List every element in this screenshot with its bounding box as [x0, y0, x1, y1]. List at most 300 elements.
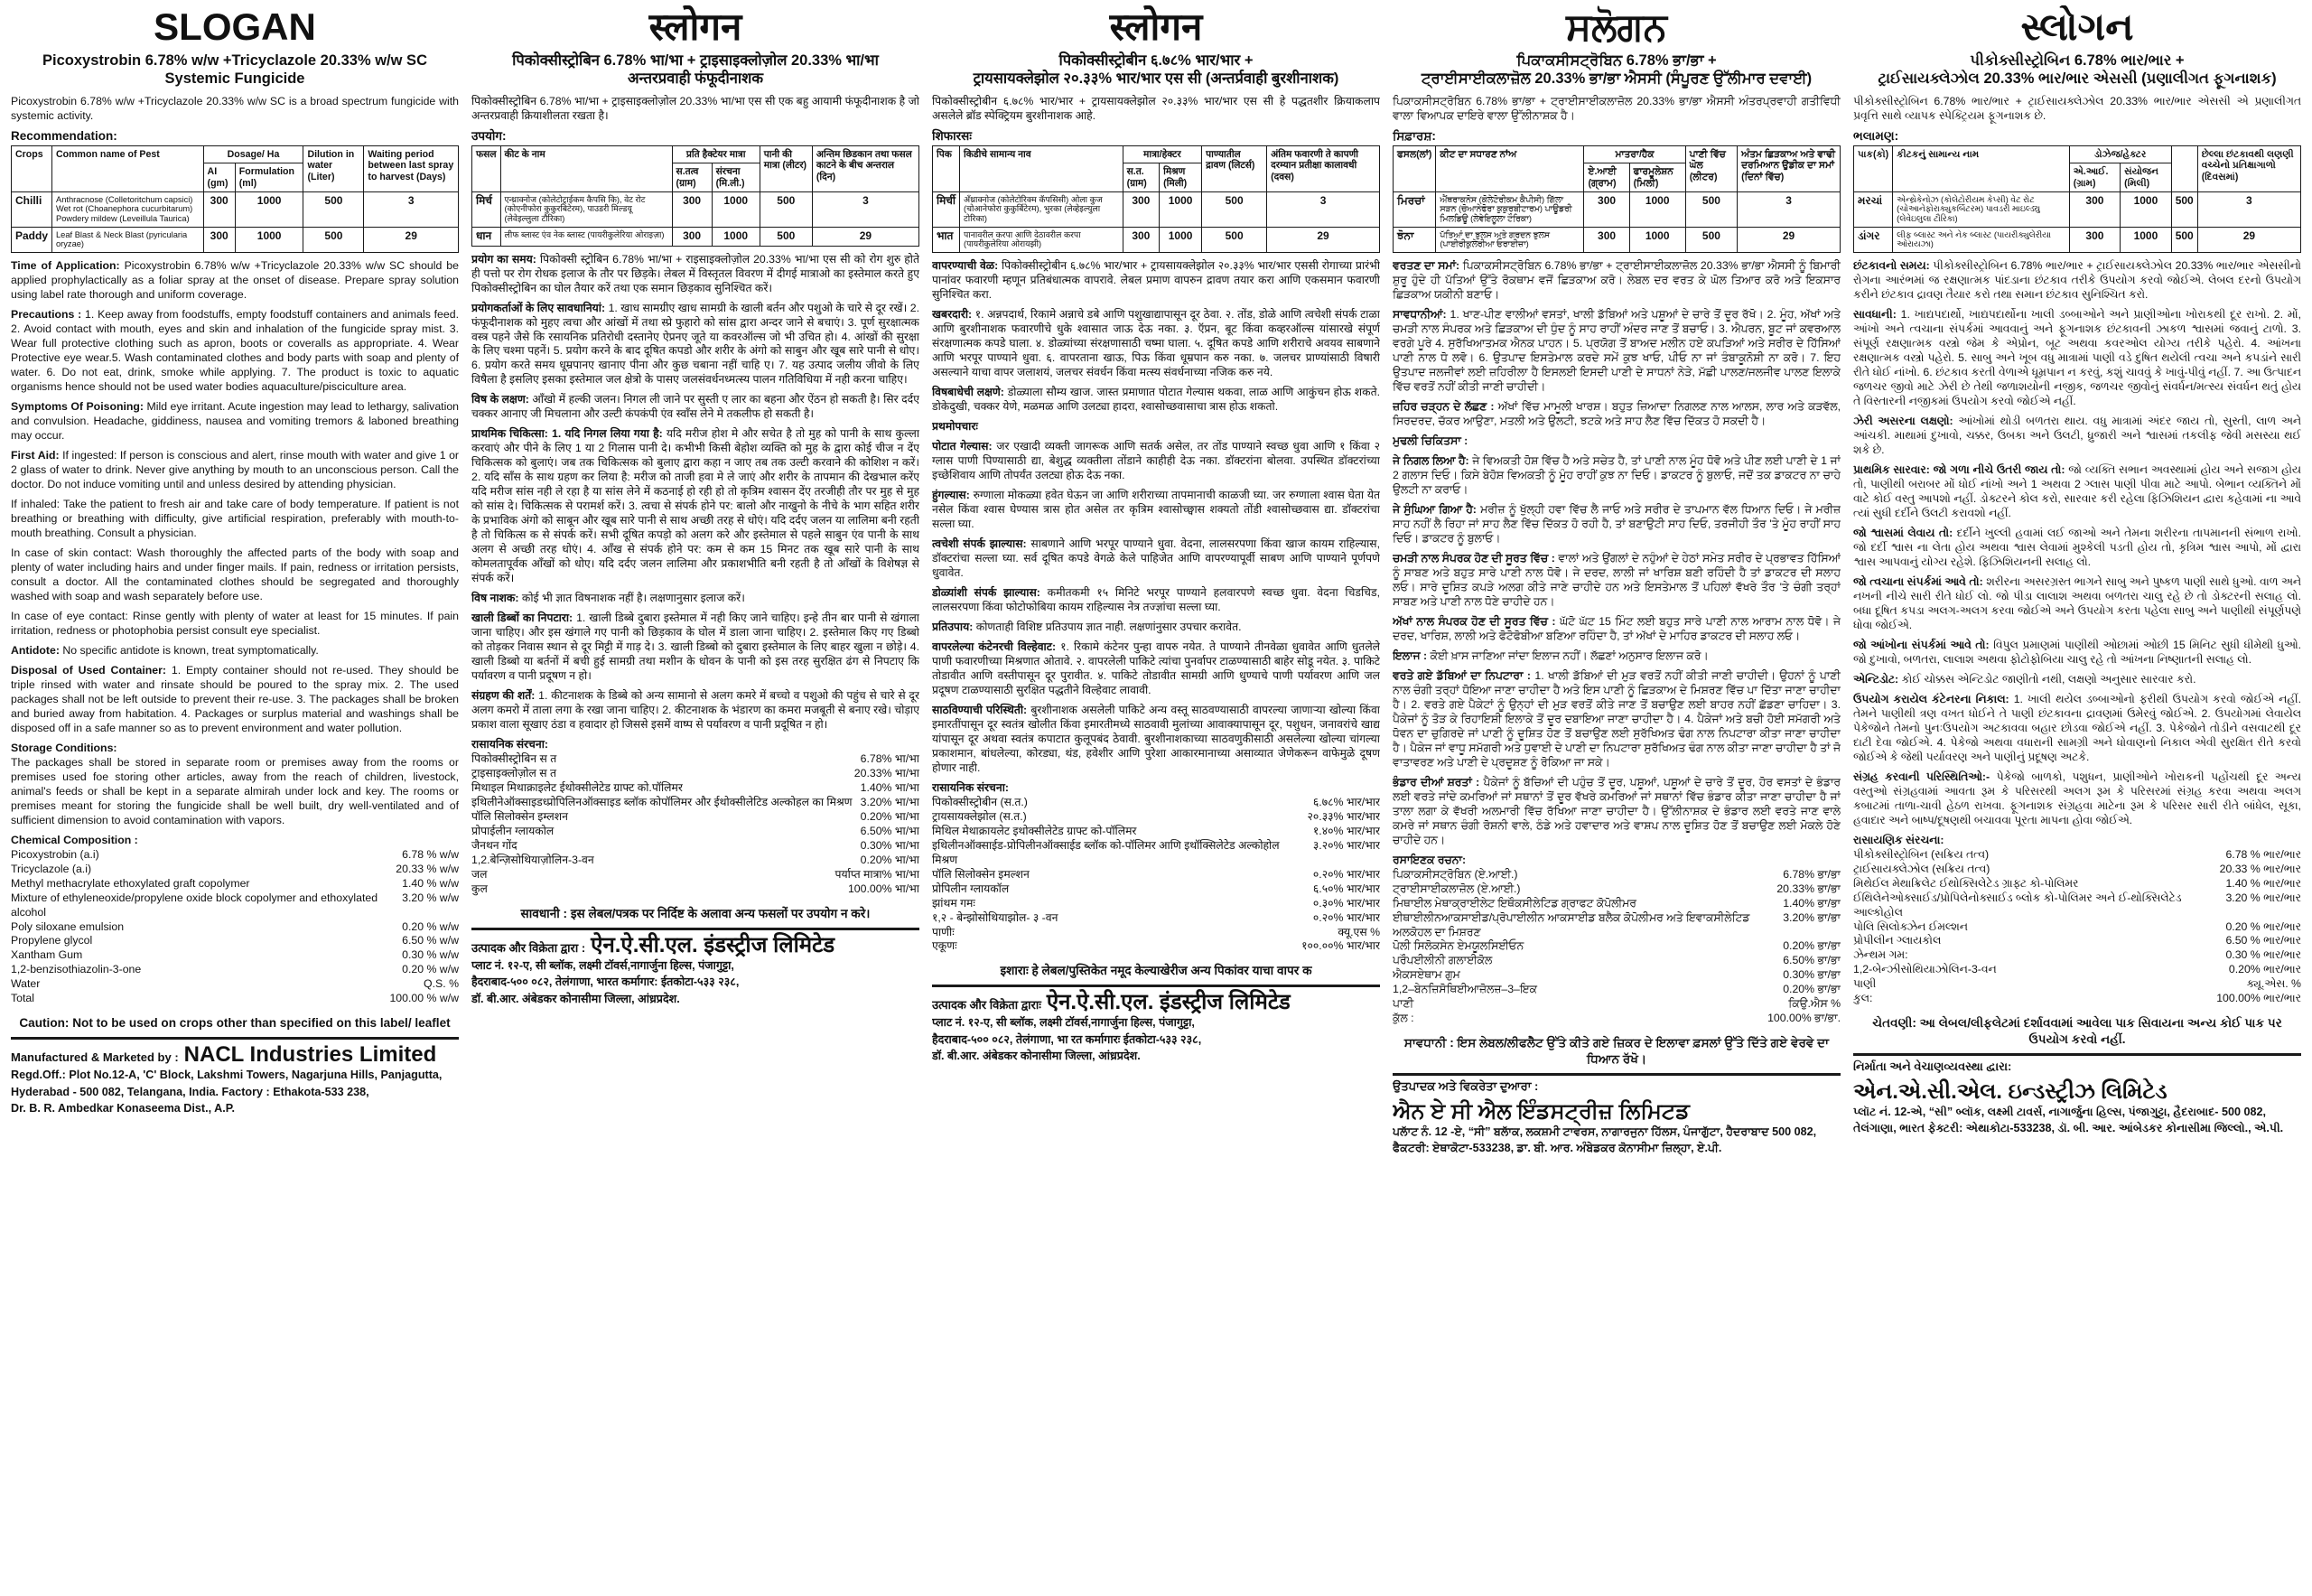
- caution-line: ਸਾਵਧਾਨੀ : ਇਸ ਲੇਬਲ/ਲੀਫਲੈਟ ਉੱਤੇ ਕੀਤੇ ਗਏ ਜ਼ਿਕਰ ਦੇ ਇਲਾਵਾ ਫ਼ਸਲਾਂ ਉੱਤੇ ਦਿੱਤੇ ਗਏ ਵੇਰਵੇ ਦਾ ਧਿਆਨ ਰੱਖੋ।: [1403, 1036, 1830, 1067]
- manufacturer-label: उत्पादक और विक्रेता द्वाराः: [932, 998, 1041, 1013]
- composition-item: [932, 825, 1380, 839]
- composition-item: [11, 948, 459, 963]
- table-row: [933, 227, 1380, 252]
- crops-header: पिक: [933, 146, 960, 192]
- composition-value: ક્યૂ.એસ. %: [2246, 977, 2301, 991]
- composition-item: [932, 810, 1380, 825]
- composition-name: Total: [11, 992, 34, 1005]
- company-name: એન.એ.સી.એલ. ઇન્ડસ્ટ્રીઝ લિમિટેડ: [1853, 1078, 2168, 1104]
- section-text: साबणाने आणि भरपूर पाण्याने धुवा. वेदना, लालसरपणा किंवा खाज कायम राहिल्यास, डॉक्टरांचा सल्ला घ्या. सर्व दूषित कपडे वेगळे केले पाहिजेत आणि वापरण्यापूर्वी साबण आणि पाण्याने पूर्णपणे धुवावेत.: [932, 537, 1380, 579]
- waiting-cell: 3: [1267, 191, 1380, 227]
- manufacturer-footer: [471, 928, 919, 1006]
- product-subtitle: [1393, 52, 1841, 89]
- waiting-cell: 29: [364, 227, 459, 252]
- dilution-cell: 500: [760, 191, 812, 227]
- recommendation-label: Recommendation:: [11, 128, 117, 143]
- address-line: ਪਲਾੱਟ ਨੰ. 12 -ਏ, “ਸੀ” ਬਲਾੱਕ, ਲਕਸ਼ਮੀ ਟਾਵਰਸ, ਨਾਗਾਰਜੁਨਾ ਹਿੱਲਸ, ਪੰਜਾਗੁੱਟਾ, ਹੈਦਰਾਬਾਦ 500 082,: [1393, 1125, 1817, 1138]
- address-line: हैदराबाद-५०० ०८२, तेलंगाणा, भा रत कर्मागारः ईतकोटा-५३३ २३८,: [932, 1032, 1202, 1046]
- section: [1853, 527, 2301, 570]
- column-english: [11, 5, 459, 1591]
- formulation-cell: 1000: [1160, 227, 1202, 252]
- section-text: In case of eye contact: Rinse gently with plenty of water at least for 15 minutes. If pain irritation, redness or photophobia persist consult eye specialist.: [11, 609, 459, 637]
- table-row: [12, 227, 459, 252]
- pest-cell: अँथ्राक्नोज (कोलेटोरिक्म कॅपसिसी) ओला कुज (चोआनेफोरा कुकुर्बिटेरम), भुरका (लेव्हेइल्युला टोरिका): [960, 191, 1123, 227]
- section: [11, 546, 459, 604]
- section: [1393, 434, 1841, 449]
- composition-item: [11, 977, 459, 992]
- manufacturer-row: [1393, 1079, 1841, 1123]
- address-line: Regd.Off.: Plot No.12-A, 'C' Block, Lakshmi Towers, Nagarjuna Hills, Panjagutta,: [11, 1069, 443, 1082]
- composition-value: 6.50 % w/w: [402, 934, 459, 947]
- section: [932, 489, 1380, 532]
- pest-header: ਕੀਟ ਦਾ ਸਧਾਰਣ ਨਾਂਅ: [1436, 146, 1584, 192]
- composition-item: [11, 891, 459, 920]
- recommendation-table: [1393, 145, 1841, 253]
- composition-name: पॉलि सिलोक्सेन इमल्शन: [932, 867, 1030, 881]
- composition-name: પીકોક્સીસ્ટ્રોબિન (સક્રિય તત્વ): [1853, 847, 1990, 861]
- composition-item: [932, 796, 1380, 810]
- composition-value: 1.40 % ભાર/ભાર: [2225, 876, 2301, 890]
- composition-value: १००.००% भार/भार: [1301, 939, 1380, 953]
- crop-cell: ਮਿਰਚਾਂ: [1394, 191, 1436, 227]
- address-line: તેલંગાણા, ભારત ફેક્ટરી: એથાકોટા-533238, ડૉ. બી. આર. આંબેડકર કોનાસીમા જિલ્લો., એ.પી.: [1853, 1122, 2284, 1135]
- composition-value: ਕਿਉ.ਐਸ %: [1788, 997, 1841, 1011]
- section: [11, 259, 459, 303]
- composition-item: [1393, 882, 1841, 897]
- composition-item: [11, 934, 459, 948]
- manufacturer-label: Manufactured & Marketed by :: [11, 1050, 179, 1065]
- section-heading: એન્ટિડોટ:: [1853, 672, 1899, 686]
- composition-heading: રાસાયણિક સંરચના:: [1853, 833, 1944, 846]
- crop-cell: ਝੋਨਾ: [1394, 227, 1436, 252]
- section: [11, 664, 459, 736]
- waiting-cell: 3: [1738, 191, 1841, 227]
- composition-name: મિથેઈલ મેથાક્રિલેટ ઈથોક્સિલેટેડ ગ્રાફ્ટ કો-પોલિમર: [1853, 876, 2079, 890]
- pest-header: कीट के नाम: [500, 146, 672, 192]
- formulation-cell: 1000: [712, 227, 760, 246]
- composition-name: Methyl methacrylate ethoxylated graft copolymer: [11, 876, 250, 890]
- product-subtitle-line: ट्रायसायक्लेझोल २०.३३% भार/भार एस सी (अन्तर्प्रवाही बुरशीनाशक): [973, 70, 1339, 87]
- section: [1393, 454, 1841, 498]
- section: [471, 427, 919, 586]
- section: [1393, 308, 1841, 395]
- section-heading: Storage Conditions:: [11, 741, 117, 754]
- section-heading: Symptoms Of Poisoning:: [11, 400, 144, 414]
- section: [1393, 776, 1841, 848]
- composition-item: [932, 839, 1380, 868]
- section: [11, 449, 459, 492]
- composition-name: ਪਿਕਾਕਸੀਸਟ੍ਰੋਬਿਨ (ਏ.ਆਈ.): [1393, 867, 1518, 881]
- composition-heading: रासायनिक संरचना:: [932, 780, 1009, 794]
- composition-value: ०.२०% भार/भार: [1312, 910, 1380, 924]
- composition-value: 20.33% ਭਾ/ਭਾ: [1776, 882, 1841, 895]
- composition-name: ਮਿਥਾਈਲ ਮੇਥਾਕ੍ਰਾਈਲੇਟ ਇਥੌਕਸੀਲੇਟਿਡ ਗ੍ਰਾਫਟ ਕੋਪੋਲੀਮਰ: [1393, 896, 1636, 910]
- product-subtitle: [11, 52, 459, 89]
- address-line: डॉ. बी.आर. अंबेडकर कोनासीमा जिल्ला, आंध्रप्रदेश.: [471, 992, 680, 1005]
- ai-cell: 300: [203, 191, 235, 227]
- section-heading: प्रथमोपचारः: [932, 420, 978, 433]
- caution-line: ચેતવણી: આ લેબલ/લીફલેટમાં દર્શાવવામાં આવેલા પાક સિવાયના અન્ય કોઈ પાક પર ઉપયોગ કરવો નહીં.: [1872, 1016, 2282, 1047]
- manufacturer-label: નિર્માતા અને વેચાણવ્યવસ્થા દ્વારા:: [1853, 1059, 2012, 1073]
- section-heading: ਵਰਤਣ ਦਾ ਸਮਾਂ:: [1393, 259, 1460, 273]
- section-text: 1. ਖਾਲੀ ਡੱਬਿਆਂ ਦੀ ਮੁੜ ਵਰਤੋਂ ਨਹੀਂ ਕੀਤੀ ਜਾਣੀ ਚਾਹੀਦੀ। ਉਹਨਾਂ ਨੂੰ ਪਾਣੀ ਨਾਲ ਚੰਗੀ ਤਰ੍ਹਾਂ ਧੋਇਆ ਜਾਣਾ ਚਾਹੀਦਾ ਹੈ ਅਤੇ ਇਸ ਪਾਣੀ ਨੂੰ ਛਿੜਕਾਅ ਦੇ ਮਿਸ਼ਰਣ ਵਿੱਚ ਪਾ ਦਿੱਤਾ ਜਾਣਾ ਚਾਹੀਦਾ ਹੈ। 2. ਵਰਤੇ ਗਏ ਪੈਕੇਟਾਂ ਨੂੰ ਉਨ੍ਹਾਂ ਦੀ ਮੁੜ ਵਰਤੋਂ ਕੀਤੇ ਜਾਣ ਤੋਂ ਬਚਾਉਣ ਲਈ ਬਾਹਰ ਨਹੀਂ ਛੱਡਣਾ ਚਾਹਿਦਾ। 3. ਪੈਕੇਜਾਂ ਨੂੰ ਤੋੜ ਕੇ ਰਿਹਾਇਸ਼ੀ ਇਲਾਕੇ ਤੋਂ ਦੂਰ ਦਬਾਇਆ ਜਾਣਾ ਚਾਹੀਦਾ ਹੈ। 4. ਪੈਕੇਜਾਂ ਅਤੇ ਬਚੀ ਹੋਈ ਸਮੱਗਰੀ ਅਤੇ ਧੋਵਨ ਦਾ ਚੁਗਿਰਦੇ ਜਾਂ ਪਾਣੀ ਨੂੰ ਦੂਸ਼ਿਤ ਹੋਣ ਤੋਂ ਬਚਾਉਣ ਲਈ ਸੁਰੱਖਿਅਤ ਢੰਗ ਨਾਲ ਨਿਪਟਾਰਾ ਕੀਤਾ ਜਾਣਾ ਚਾਹੀਦਾ ਹੈ। ਪੈਕੇਜ ਜਾਂ ਵਾਧੂ ਸਮੱਗਰੀ ਅਤੇ ਧੁਵਾਈ ਦੇ ਪਾਣੀ ਦਾ ਨਿਪਟਾਰਾ ਸੁਰੱਖਿਅਤ ਢੰਗ ਨਾਲ ਕੀਤਾ ਜਾਣਾ ਚਾਹੀਦਾ ਹੈ ਤਾਂ ਜੋ ਵਾਤਾਵਰਣ ਅਤੇ ਪਾਣੀ ਦੇ ਪ੍ਰਦੂਸ਼ਣ ਨੂੰ ਰੋਕਿਆ ਜਾ ਸਕੇ।: [1393, 668, 1841, 769]
- waiting-cell: 3: [364, 191, 459, 227]
- address-line: प्लाट नं. १२-ए, सी ब्लॉक, लक्ष्मी टॉवर्स,नागार्जुना हिल्स, पंजागुट्टा,: [471, 958, 734, 972]
- crop-cell: मिर्ची: [933, 191, 960, 227]
- section-text: The packages shall be stored in separate room or premises away from the rooms or premises used foe storing other articles, away from the reach of children, livestock, animal's feeds or shall be kept in a separate almirah under lock and key. The rooms or premises meant for storing the fungicide shall be well built, dry well-ventilated and of sufficient dimension to avoid contamination with vapors.: [11, 755, 459, 826]
- crop-cell: ડાંગર: [1854, 227, 1893, 252]
- section-text: 1. ખાદ્યપદાર્થો, ખાદ્યપદાર્થોના ખાલી ડબ્બાઓને અને પ્રાણીઓના ખોરાકથી દૂર રાખો. 2. મોં, આંખો અને ત્વચાના સંપર્કમાં આવવાનું અને ફૂગનાશક છંટકાવની ઝાકળ શ્વાસમાં જવાનું ટાળો. 3. સંપૂર્ણ રક્ષણાત્મક વસ્ત્રો જેમ કે એપ્રોન, બૂટ અથવા કવરઓલ યોગ્ય તરીકે પહેરો. 4. આંખના રક્ષણાત્મક વસ્ત્રો પહેરો. 5. સાબુ અને ખૂબ વધુ માત્રામાં પાણી વડે દુષિત થયેલી ત્વચા અને કપડાંને સારી રીતે ધોઈ નાંખો. 6. છંટકાવ કરતી વેળાએ ધૂમ્રપાન ન કરવું, કશું ચાવવું કે ખાવું-પીવું નહીં. 7. આ ઉત્પાદન જળચર જીવો માટે ઝેરી છે તેથી જળાશયોની નજીક, જળચર જીવોનું સંવર્ધન/મત્સ્ય સંવર્ધન થતું હોય તે વિસ્તારની નજીકમાં ઉપયોગ કરવો જોઈએ નહીં.: [1853, 308, 2301, 408]
- composition-item: [471, 868, 919, 882]
- section: [932, 420, 1380, 434]
- composition-value: 3.20% ਭਾ/ਭਾ: [1783, 910, 1841, 924]
- composition-name: एकूणः: [932, 939, 957, 953]
- section-text: ਜੇ ਵਿਅਕਤੀ ਹੋਸ਼ ਵਿੱਚ ਹੈ ਅਤੇ ਸਚੇਤ ਹੈ, ਤਾਂ ਪਾਣੀ ਨਾਲ ਮੂੰਹ ਧੋਵੋ ਅਤੇ ਪੀਣ ਲਈ ਪਾਣੀ ਦੇ 1 ਜਾਂ 2 ਗਲਾਸ ਦਿਓ। ਕਿਸੇ ਬੇਹੋਸ਼ ਵਿਅਕਤੀ ਨੂੰ ਮੂੰਹ ਰਾਹੀਂ ਕੁਝ ਨਾ ਦਿਓ। ਡਾਕਟਰ ਨੂੰ ਬੁਲਾਓ, ਜਦੋਂ ਤਕ ਡਾਕਟਰ ਨਾ ਚਾਹੇ ਉਲਟੀ ਨਾ ਕਰਾਓ।: [1393, 453, 1841, 496]
- dosage-header: मात्रा/हेक्टर: [1123, 146, 1201, 163]
- composition-name: पॉलि सिलोक्सेन इम्लशन: [471, 810, 568, 824]
- intro-paragraph: Picoxystrobin 6.78% w/w +Tricyclazole 20.33% w/w SC is a broad spectrum fungicide with systemic activity.: [11, 94, 459, 122]
- formulation-cell: 1000: [1160, 191, 1202, 227]
- waiting-cell: 29: [2197, 227, 2300, 252]
- dosage-header: Dosage/ Ha: [203, 146, 303, 163]
- section: [1853, 770, 2301, 828]
- section-text: 1. खाली डिब्बे दुबारा इस्तेमाल में नही किए जाने चाहिए। इन्हे तीन बार पानी से खंगाला जाना चाहिए। और इस खंगाले गए पानी को छिड़काव के घोल में डाला जाना चाहिए। 2. इस्तेमाल किए गए डिब्बो को तोड़कर निवास स्थान से दूर मिट्टी में गाड़ दे। 3. खाली डिब्बो को दुबारा इस्तेमाल के लिए बाहर खुला न छोड़े। 4. खाली डिब्बो या बर्तनों में बची हुई सामग्री तथा मशीन के धोवन के पानी को इस तरह सुरक्षित ढंग से निपटाए कि पर्यावरण व पानी प्रदूषण न हो।: [471, 611, 919, 683]
- recommendation-table-body: [12, 191, 459, 252]
- composition-value: 6.50 % ભાર/ભાર: [2225, 934, 2301, 947]
- dilution-cell: 500: [303, 227, 364, 252]
- pest-cell: एन्थ्राक्नोज (कोलेटोट्राईकम कैपसि कि), वेट रोट (कोएनीफोरा कुकुरबिटेरम), पाउडरी मिल्डयू (लेवेइल्लुला टौरिका): [500, 191, 672, 227]
- waiting-header: ਅੰਤਮ ਛਿੜਕਾਅ ਅਤੇ ਵਾਢੀ ਦਰਮਿਆਨ ਉਡੀਕ ਦਾ ਸਮਾਂ (ਦਿਨਾਂ ਵਿੱਚ): [1738, 146, 1841, 192]
- composition-name: ਪੋਲੀ ਸਿਲੋਕਸੇਨ ਏਮਯੂਲਸਿਈਓਨ: [1393, 939, 1524, 953]
- composition-item: [11, 963, 459, 977]
- composition-value: 0.20 % w/w: [402, 963, 459, 976]
- pest-header: કીટકનું સામાન્ય નામ: [1893, 146, 2070, 192]
- composition-name: ਐਕਸਏਥਾਮ ਗੁਮ: [1393, 968, 1460, 982]
- composition-value: 3.20 % w/w: [402, 891, 459, 904]
- section-text: વિપુલ પ્રમાણમાં પાણીથી ઓછામાં ઓછી 15 મિનિટ સુધી ધીમેથી ધુઓ. જો દુખાવો, બળતરા, લાલાશ અથવા ફોટોફોબિયા ચાલુ રહે તો આંખના નિષ્ણાતની સલાહ લો.: [1853, 638, 2301, 666]
- composition-item: [932, 911, 1380, 926]
- composition-item: [932, 897, 1380, 911]
- recommendation-table: [471, 145, 919, 246]
- pest-cell: ਪੱਤਿਆਂ ਦਾ ਝੁਲਸ ਅਤੇ ਗਰਦਨ ਝੁਲਸ (ਪਾਈਰੀਕੁਲੇਰੀਆ ਓਰਾਈਜ਼ਾ): [1436, 227, 1584, 252]
- section-text: 1. ਖਾਣ-ਪੀਣ ਵਾਲੀਆਂ ਵਸਤਾਂ, ਖਾਲੀ ਡੱਬਿਆਂ ਅਤੇ ਪਸ਼ੂਆਂ ਦੇ ਚਾਰੇ ਤੋਂ ਦੂਰ ਰੱਖੋ। 2. ਮੂੰਹ, ਅੱਖਾਂ ਅਤੇ ਚਮੜੀ ਨਾਲ ਸੰਪਰਕ ਅਤੇ ਛਿੜਕਾਅ ਦੀ ਧੁੰਦ ਨੂੰ ਸਾਹ ਰਾਹੀਂ ਅੰਦਰ ਜਾਣ ਤੋਂ ਬਚਾਓ। 3. ਐਪਰਨ, ਬੂਟ ਜਾਂ ਕਵਰਆਲ ਵਰਗੇ ਪੂਰੇ 4. ਸੁਰੱਖਿਆਤਮਕ ਐਨਕ ਪਾਹਨ। 5. ਪ੍ਰਯੋਗ ਤੋਂ ਬਾਅਦ ਮਲੀਨ ਹਏ ਕਪੜਿਆਂ ਅਤੇ ਸਰੀਰ ਦੇ ਹਿੱਸਿਆਂ ਪਾਣੀ ਨਾਲ ਧੋ ਲਵੋ। 6. ਉਤਪਾਦ ਇਸਤੇਮਾਲ ਕਰਦੇ ਸਮੇਂ ਕੁਝ ਖਾਓ, ਪੀਓ ਨਾ ਜਾਂ ਤੰਬਾਕੂਨੋਸ਼ੀ ਨਾ ਕਰੋ। 7. ਇਹ ਉਤਪਾਦ ਜਲਜੀਵਾਂ ਲਈ ਜ਼ਹਿਰੀਲਾ ਹੈ ਇਸਲਈ ਇਸਦੀ ਪਾਣੀ ਦੇ ਸਾਧਨਾਂ ਨੇੜੇ, ਮੱਛੀ ਪਾਲਣ/ਜਲਜੀਵ ਪਾਲਣ ਇਲਾਕੇ ਵਿੱਚ ਵਰਤੋਂ ਨਹੀਂ ਕੀਤੀ ਜਾਣੀ ਚਾਹੀਦੀ।: [1393, 308, 1841, 394]
- section-text: ਅੱਖਾਂ ਵਿੱਚ ਮਾਮੂਲੀ ਖਾਰਸ਼। ਬਹੁਤ ਜ਼ਿਆਦਾ ਨਿਗਲਣ ਨਾਲ ਆਲਸ, ਲਾਰ ਅਤੇ ਕੜਵੱਲ, ਸਿਰਦਰਦ, ਚੱਕਰ ਆਉਣਾ, ਮਤਲੀ ਅਤੇ ਉਲਟੀ, ਝਟਕੇ ਅਤੇ ਸਾਹ ਲੈਣ ਵਿੱਚ ਦਿੱਕਤ ਹੋ ਸਕਦੀ ਹੈ।: [1393, 400, 1841, 427]
- table-header-row: [12, 146, 459, 163]
- composition-value: ६.७८% भार/भार: [1312, 795, 1380, 808]
- composition-value: 100.00% ਭਾ/ਭਾ.: [1767, 1012, 1841, 1025]
- composition-item: [471, 767, 919, 781]
- composition-item: [11, 920, 459, 935]
- manufacturer-row: [11, 1043, 459, 1066]
- section-text: No specific antidote is known, treat symptomatically.: [62, 643, 319, 657]
- section-text: १. रिकामे कंटेनर पुन्हा वापरु नयेत. ते पाण्याने तीनवेळा धुवावेत आणि धुतलेले पाणी फवारणीच्या मिश्रणात ओतावे. २. वापरलेली पाकिटे त्यांचा पुनर्वापर टाळण्यासाठी बाहेर सोडू नयेत. ३. पाकिटे तोडावीत आणि वस्तीपासून दूर पुरावीत. ४. पाकिटे तोडावीत सामग्री आणि धुण्याचे पाणी पर्यावरण आणि जल प्रदूषण टाळण्यासाठी सुरक्षित पद्धतीने विल्हेवाट लावावी.: [932, 639, 1380, 696]
- section: [1393, 503, 1841, 546]
- section-text: કોઈ ચોક્કસ એન્ટિડોટ જાણીતો નથી, લક્ષણો અનુસાર સારવાર કરો.: [1901, 672, 2196, 686]
- composition-item: [471, 882, 919, 897]
- product-subtitle-line: Picoxystrobin 6.78% w/w +Tricyclazole 20.33% w/w SC: [42, 52, 427, 70]
- formulation-cell: 1000: [2121, 191, 2172, 227]
- formulation-header: Formulation (ml): [235, 163, 303, 191]
- composition-name: कुल: [471, 882, 488, 895]
- composition-name: पिकोक्सीस्ट्रोबिन स त: [471, 752, 557, 766]
- composition-value: 6.78% ਭਾ/ਭਾ: [1783, 867, 1841, 881]
- pest-header: Common name of Pest: [52, 146, 204, 192]
- composition-name: 1,2–ਬੇਨਜ਼ਿਸੋਥਿਈਆਜ਼ੋਲਜ਼–3–ਇਕ: [1393, 983, 1537, 996]
- composition-name: ਕੁੱਲ :: [1393, 1012, 1414, 1025]
- section-text: 1. Empty container should not re-used. They should be triple rinsed with water and rinsate should be poured to the spray mix. 2. The used packages shall not be left outside to prevent their re-use. 3. The packages shall be broken and buried away from habitation. 4. Packages or surplus material and washings shall be disposed off in a safe manner so as to prevent environment and water pollution.: [11, 663, 459, 734]
- section-text: આંખોમાં થોડી બળતરા થાય. વધુ માત્રામાં અંદર જાય તો, સુસ્તી, લાળ અને આંચકી. માથામાં દુખાવો, ચક્કર, ઉબકા અને ઉલટી, ધ્રુજારી અને શ્વાસમાં તકલીફ જેવી મસસ્યા થઈ શકે છે.: [1853, 415, 2301, 456]
- recommendation-label: शिफारसः: [932, 128, 972, 143]
- composition-item: [1393, 997, 1841, 1012]
- waiting-header: Waiting period between last spray to harvest (Days): [364, 146, 459, 192]
- waiting-cell: 3: [812, 191, 918, 227]
- section: [1853, 693, 2301, 765]
- composition-name: પોલિ સિલોક્ઝેન ઈમલ્શન: [1853, 919, 1968, 933]
- waiting-cell: 3: [2197, 191, 2300, 227]
- composition-name: Mixture of ethyleneoxide/propylene oxide block copolymer and ethoxylated alcohol: [11, 891, 378, 919]
- section-text: If inhaled: Take the patient to fresh air and take care of body temperature. If patient is not breathing or breathing with difficulty, give artificial respiration, preferably with mouth-to-mouth breathing. Consult a physician.: [11, 497, 459, 539]
- formulation-header: संरचना (मि.ली.): [712, 163, 760, 191]
- composition-name: Poly siloxane emulsion: [11, 919, 125, 933]
- composition-item: [471, 796, 919, 810]
- composition-item: [932, 939, 1380, 954]
- section-text: ਪਿਕਾਕਸੀਸਟ੍ਰੋਬਿਨ 6.78% ਭਾ/ਭਾ + ਟ੍ਰਾਈਸਾਈਕਲਾਜ਼ੋਲ 20.33% ਭਾ/ਭਾ ਐਸਸੀ ਨੂੰ ਬਿਮਾਰੀ ਸ਼ੁਰੂ ਹੁੰਦੇ ਹੀ ਪੱਤਿਆਂ ਉੱਤੇ ਰੋਕਥਾਮ ਵਜੋਂ ਛਿੜਕਾਅ ਕਰੋ। ਲੇਬਲ ਦਰ ਵਰਤ ਕੇ ਘੋਲ ਤਿਆਰ ਕਰੋ ਅਤੇ ਇਕਸਾਰ ਛਿੜਕਾਅ ਯਕੀਨੀ ਬਣਾਓ।: [1393, 259, 1841, 302]
- caution-line: सावधानी : इस लेबल/पत्रक पर निर्दिष्ट के अलावा अन्य फसलों पर उपयोग न करे।: [520, 906, 871, 920]
- composition-name: 1,2-બેન્ઝીસોથિયાઝોલિન-3-વન: [1853, 963, 1997, 976]
- section-text: 1. खाध सामग्रीए खाध सामग्री के खाली बर्तन और पशुओ के चारे से दूर रखें। 2. फंफूदीनाशक को मुहए त्वचा और आंखों में तथा स्प्रे फुहारो को सांस द्वारा अन्दर जाने से बचाएं। 3. पूर्ण सुरक्षात्मक वस्त्र पहने जैसे कि रसायनिक प्रतिरोधी दस्तानेए ऐप्रनए जूते या कवरऑल्स जो भी उचित हो। 4. आंखों की सुरक्षा के लिए चश्मा पहनें। 5. प्रयोग करने के बाद दूषित कपडो और शरीर के अंगो को साबुन और खूब सारे पानी से धोए। 6. प्रयोग करते समय धूम्रपानए खानाए पीना और कुछ चबाना नहीं चाहि ए। 7. यह उत्पाद जलीय जीवो के लिए विषैला है इसलिए इसका इस्तेमाल जल क्षेत्रो के पासए जलसंवर्धनध्मत्स्य पालन गतिविधिया में नही करना चाहिए।: [471, 301, 919, 387]
- recommendation-table-head: [1854, 146, 2301, 192]
- ai-cell: 300: [1584, 227, 1629, 252]
- manufacturer-row: [471, 934, 919, 957]
- section: [11, 400, 459, 443]
- section: [1393, 552, 1841, 610]
- section: [471, 393, 919, 422]
- composition-value: ३.२०% भार/भार: [1312, 838, 1380, 852]
- manufacturer-row: [932, 991, 1380, 1013]
- section: [11, 742, 459, 828]
- page-title: स्लोगन: [1109, 5, 1203, 48]
- table-row: [1854, 191, 2301, 227]
- pest-cell: पानावरील करपा आणि देठावरील करपा (पायरीकुलेरिया ओरायझी): [960, 227, 1123, 252]
- composition-item: [1853, 848, 2301, 863]
- section-heading: ઝેરી અસરના લક્ષણો:: [1853, 415, 1953, 427]
- section: [1393, 400, 1841, 429]
- section: [1853, 415, 2301, 458]
- section-heading: છંટકાવનો સમય:: [1853, 259, 1930, 273]
- dilution-cell: 500: [1685, 227, 1737, 252]
- pest-cell: Anthracnose (Colletoritchum capsici) Wet rot (Choanephora cucurbitarum) Powdery mildew (Leveillula Taurica): [52, 191, 204, 227]
- composition-name: मिथिल मेथाक्रायलेट इथोक्सीलेटेड ग्राफ्ट को-पॉलिमर: [932, 824, 1137, 837]
- section-heading: हुंगल्यास:: [932, 488, 970, 501]
- section-heading: ਜ਼ਹਿਰ ਚੜ੍ਹਨ ਦੇ ਲੱਛਣ :: [1393, 400, 1495, 414]
- product-subtitle-line: ਟ੍ਰਾਈਸਾਈਕਲਾਜ਼ੋਲ 20.33% ਭਾ/ਭਾ ਐਸਸੀ (ਸੰਪੂਰਣ ਉੱਲੀਮਾਰ ਦਵਾਈ): [1421, 70, 1813, 87]
- recommendation-table: [11, 145, 459, 253]
- table-row: [472, 227, 919, 246]
- recommendation-table: [932, 145, 1380, 253]
- section-heading: साठविण्याची परिस्थिती:: [932, 703, 1028, 716]
- section-heading: ਜੇ ਨਿਗਲ ਲਿਆ ਹੈ:: [1393, 453, 1469, 467]
- section: [1853, 463, 2301, 521]
- table-row: [1394, 191, 1841, 227]
- waiting-cell: 29: [1267, 227, 1380, 252]
- composition-name: ਟ੍ਰਾਈਸਾਈਕਲਾਜ਼ੋਲ (ਏ.ਆਈ.): [1393, 882, 1521, 895]
- section-heading: ਸਾਵਧਾਨੀਆਂ:: [1393, 308, 1447, 322]
- composition-value: 0.30 % w/w: [402, 948, 459, 962]
- composition-name: પાણી: [1853, 977, 1877, 991]
- section-text: In case of skin contact: Wash thoroughly the affected parts of the body with soap and plenty of water including hairs and under finger mails. If pain, redness or irritation persists, consult a doctor. All the contaminated clothes should be segregated and thoroughly washed with soap and wash separately before use.: [11, 546, 459, 602]
- section-text: જો વ્યક્તિ સભાન અવસ્થામાં હોય અને સજાગ હોય તો, પાણીથી બરાબર મોં ધોઈ નાંખો અને 1 અથવા 2 ગ્લાસ પાણી પીવા માટે આપો. બેભાન વ્યક્તિને મોં વાટે કોઈ વસ્તુ આપશો નહીં. ડોક્ટરને કોલ કરો, સારવાર કરી રહેલા ફિઝિશિયન દ્વારા કહેવામાં ના આવે ત્યાં સુધી દર્દીને ઉલટી કરાવશો નહીં.: [1853, 462, 2301, 519]
- formulation-header: ਫਾਰਮੂਲੇਸ਼ਨ (ਮਿਲੀ): [1629, 163, 1685, 191]
- formulation-header: સંયોજન (મિલી): [2121, 163, 2172, 191]
- composition-name: प्रोपिलीन ग्लायकॉल: [932, 882, 1010, 895]
- company-name: ऐन.ऐ.सी.एल. इंडस्ट्रीज लिमिटेड: [1046, 990, 1291, 1015]
- section: [932, 386, 1380, 415]
- recommendation-table-body: [1394, 191, 1841, 252]
- composition-item: [1853, 977, 2301, 992]
- dilution-cell: 500: [760, 227, 812, 246]
- section: [11, 610, 459, 639]
- composition-name: पिकोक्सीस्ट्रोबीन (स.त.): [932, 795, 1028, 808]
- section-heading: First Aid:: [11, 448, 60, 462]
- section-heading: જો ત્વચાના સંપર્કમાં આવે તો:: [1853, 574, 1983, 588]
- composition-item: [1393, 911, 1841, 940]
- composition-item: [932, 882, 1380, 897]
- composition-item: [1853, 920, 2301, 935]
- section-text: कमीतकमी १५ मिनिटे भरपूर पाण्याने हलवारपणे स्वच्छ धुवा. वेदना चिडचिड, लालसरपणा किंवा फोटोफोबिया कायम राहिल्यास नेत्र तज्ज्ञांचा सल्ला घ्या.: [932, 585, 1380, 613]
- section: [932, 259, 1380, 303]
- pest-cell: એન્થ્રેકેનોઝ (કોલેટોરીયમ કેપ્સી) વેટ રોટ (ચોઆનેફોરાક્યુકર્બિટરમ) પાવડરી માઇલ્ડ્યુ (લેવેઇલુલા ટૌરિકા): [1893, 191, 2070, 227]
- section-text: कोई भी ज्ञात विषनाशक नहीं है। लक्षणानुसार इलाज करें।: [521, 592, 745, 605]
- section-text: पिकोक्सीस्ट्रोबीन ६.७८% भार/भार + ट्रायसायक्लेझोल २०.३३% भार/भार एससी रोगाच्या प्रारंभी पानांवर फवारणी म्हणून प्रतिबंधात्मक वापरावे. लेबल प्रमाण वापरुन द्रावण तयार करा आणि एकसमान फवारणी सुनिश्चित करा.: [932, 259, 1380, 302]
- composition-name: १,२ - बेन्झोसोथियाझोल- ३ -वन: [932, 910, 1058, 924]
- section-text: ਪੈਕੇਜਾਂ ਨੂੰ ਬੱਚਿਆਂ ਦੀ ਪਹੁੰਚ ਤੋਂ ਦੂਰ, ਪਸ਼ੂਆਂ, ਪਸ਼ੂਆਂ ਦੇ ਚਾਰੇ ਤੋਂ ਦੂਰ, ਹੋਰ ਵਸਤਾਂ ਦੇ ਭੰਡਾਰ ਲਈ ਵਰਤੇ ਜਾਂਦੇ ਕਮਰਿਆਂ ਜਾਂ ਸਥਾਨਾਂ ਤੋਂ ਦੂਰ ਵੱਖਰੇ ਕਮਰਿਆਂ ਜਾਂ ਸਥਾਨਾਂ ਵਿੱਚ ਭੰਡਾਰ ਕੀਤਾ ਜਾਣਾ ਚਾਹੀਦਾ ਹੈ ਜਾਂ ਤਾਲਾ ਲਗਾ ਕੇ ਵੱਖਰੀ ਅਲਮਾਰੀ ਵਿੱਚ ਰੱਖਿਆ ਜਾਣਾ ਚਾਹੀਦਾ ਹੈ। ਉੱਲੀਨਾਸ਼ਕ ਦੇ ਭੰਡਾਰ ਲਈ ਵਰਤੇ ਜਾਣ ਵਾਲੇ ਕਮਰੇ ਜਾਂ ਸਥਾਨ ਚੰਗੀ ਰੋਸ਼ਨੀ ਵਾਲੇ, ਠੰਡੇ ਅਤੇ ਹਵਾਦਾਰ ਅਤੇ ਵਾਸ਼ਪ ਨਾਲ ਦੂਸ਼ਿਤ ਹੋਣ ਤੋਂ ਬਚਾਉਣ ਲਈ ਮੋਕਲੇ ਹੋਣੇ ਚਾਹੀਦੇ ਹਨ।: [1393, 775, 1841, 846]
- composition-name: जल: [471, 867, 488, 881]
- section-heading: ਜੇ ਸੁੰਘਿਆ ਗਿਆ ਹੈ:: [1393, 502, 1477, 516]
- dosage-header: ડોઝેજ/હેક્ટર: [2069, 146, 2171, 163]
- section-heading: પ્રાથમિક સારવાર: જો ગળા નીચે ઉતરી જાય તો:: [1853, 462, 2065, 476]
- composition-name: ਪਰੌਪਈਲੀਨੀ ਗਲਾਈਕੋਲ: [1393, 954, 1493, 967]
- composition-name: प्रोपाईलीन ग्लायकोल: [471, 825, 555, 837]
- composition-value: ६.५०% भार/भार: [1312, 882, 1380, 895]
- section-heading: ਮੁਢਲੀ ਚਿਕਿਤਸਾ :: [1393, 434, 1468, 447]
- composition-name: પ્રોપીલીન ગ્લાયકોલ: [1853, 934, 1942, 947]
- section: [1393, 669, 1841, 770]
- section-text: 1. Keep away from foodstuffs, empty foodstuff containers and animals feed. 2. Avoid contact with mouth, eyes and skin and inhalation of the fungicide spray mist. 3. Wear full protective clothing such as apron, boots or coveralls as appropriate. 4. Wear Protective eye wear.5. Wash contaminated clothes and body parts with soap and plenty of water. 6. Do not eat, drink, smoke while applying. 7. The product is toxic to aquatic organisms hence should not be used water bodies aquaculture/pisciculture area.: [11, 308, 459, 394]
- section-heading: पोटात गेल्यास:: [932, 439, 993, 453]
- ai-header: એ.આઈ. (ગ્રામ): [2069, 163, 2120, 191]
- caution-line: इशाराः हे लेबल/पुस्तिकेत नमूद केल्याखेरीज अन्य पिकांवर याचा वापर क: [1000, 964, 1312, 978]
- composition-item: [1853, 992, 2301, 1006]
- composition-heading: रासायनिक संरचना:: [471, 738, 548, 751]
- product-subtitle-line: अन्तरप्रवाही फंफूदीनाशक: [627, 70, 764, 87]
- composition-value: 0.30% ਭਾ/ਭਾ: [1783, 968, 1841, 982]
- composition-value: 0.20 % w/w: [402, 919, 459, 933]
- composition-value: 100.00% भा/भा: [847, 882, 919, 895]
- section-heading: विष के लक्षण:: [471, 393, 529, 406]
- section: [1853, 673, 2301, 687]
- manufacturer-label: उत्पादक और विक्रेता द्वारा :: [471, 940, 586, 955]
- formulation-cell: 1000: [2121, 227, 2172, 252]
- composition-value: 3.20% भा/भा: [860, 796, 919, 809]
- waiting-cell: 29: [1738, 227, 1841, 252]
- waiting-header: अंतिम फवारणी ते कापणी दरम्यान प्रतीक्षा कालावधी (दवस): [1267, 146, 1380, 192]
- section: [471, 253, 919, 296]
- ai-cell: 300: [1123, 191, 1159, 227]
- manufacturer-label: ਉਤਪਾਦਕ ਅਤੇ ਵਿਕਰੇਤਾ ਦੁਆਰਾ :: [1393, 1078, 1539, 1093]
- section-heading: ਭੰਡਾਰ ਦੀਆਂ ਸ਼ਰਤਾਂ :: [1393, 775, 1480, 789]
- recommendation-label: ભલામણ:: [1853, 128, 1899, 143]
- pest-cell: લીફ બ્લાસ્ટ અને નેક બ્લાસ્ટ (પાયરીક્યુલેરીયા ઓરાયઝા): [1893, 227, 2070, 252]
- composition-name: 1,2-benzisothiazolin-3-one: [11, 963, 142, 976]
- composition-item: [1393, 983, 1841, 997]
- section: [11, 498, 459, 541]
- section: [1853, 308, 2301, 409]
- manufacturer-footer: [1393, 1073, 1841, 1156]
- composition-value: 6.78% भा/भा: [860, 752, 919, 766]
- crop-cell: भात: [933, 227, 960, 252]
- manufacturer-footer: [1853, 1053, 2301, 1136]
- section: [932, 308, 1380, 380]
- page-title: ਸਲੋਗਨ: [1566, 5, 1667, 48]
- section: [11, 644, 459, 658]
- address-line: प्लाट नं. १२-ए, सी ब्लॉक, लक्ष्मी टॉवर्स,नागार्जुना हिल्स, पंजागुट्टा,: [932, 1016, 1195, 1030]
- section-heading: वापरलेल्या कंटेनरची विल्हेवाट:: [932, 639, 1057, 653]
- pest-header: किडीचे सामान्य नाव: [960, 146, 1123, 192]
- section-heading: खबरदारी:: [932, 308, 973, 322]
- ai-cell: 300: [2069, 227, 2120, 252]
- column-punjabi: [1393, 5, 1841, 1591]
- composition-item: [1853, 934, 2301, 948]
- company-name: NACL Industries Limited: [183, 1042, 437, 1068]
- pest-cell: ਐਂਥਰਾਕਨੋਸ (ਕੋਲੇਟੋਰੀਕਮ ਕੈਪੀਸੀ) ਗਿੱਲਾ ਸੜਨ (ਚੋਆਨੇਫੋਰਾ ਕੁਕੁਰਬੀਟਾਰਮ) ਪਾਊਡਰੀ ਮਿਲਡਿਊ (ਲੇਵੇਇਲੂਲਾ ਟੌਰਿਕਾ): [1436, 191, 1584, 227]
- table-header-row: [1394, 146, 1841, 163]
- intro-paragraph: પીકોક્સીસ્ટ્રોબિન 6.78% ભાર/ભાર + ટ્રાઈસાયક્લેઝોલ 20.33% ભાર/ભાર એસસી એ પ્રણાલીગત પ્રવૃત્તિ સાથે વ્યાપક સ્પેક્ટ્રિયમ ફૂગનાશક છે.: [1853, 94, 2301, 122]
- composition-item: [471, 752, 919, 767]
- crop-cell: मिर्च: [472, 191, 501, 227]
- composition-name: કુલ:: [1853, 992, 1873, 1005]
- crops-header: પાક(કો): [1854, 146, 1893, 192]
- recommendation-table-head: [472, 146, 919, 192]
- recommendation-label: उपयोग:: [471, 128, 507, 143]
- composition-value: 0.20 % ભાર/ભાર: [2225, 919, 2301, 933]
- composition-name: Picoxystrobin (a.i): [11, 847, 99, 861]
- composition-value: 20.33% भा/भा: [853, 767, 919, 780]
- ai-header: स.त. (ग्राम): [1123, 163, 1159, 191]
- composition-item: [1393, 1012, 1841, 1026]
- dosage-header: प्रति हैक्टेयर मात्रा: [672, 146, 760, 163]
- section-text: पिकोक्सी स्ट्रोबिन 6.78% भा/भा + राइसाइक्लोज़ोल 20.33% भा/भा एस सी को रोग शुरु होते ही पत्तो पर रोग रोधक इलाज के तौर पर छिड़के। लेबल में विस्तृतल विवरण में दीगई मात्राओ का इस्तेमाल करते हुए पिकोक्सीस्ट्रोबिन का घोल तैयार करें तथा एक समान छिड़काव सुनिश्चित करें।: [471, 252, 919, 294]
- ai-cell: 300: [2069, 191, 2120, 227]
- composition-value: 0.20% भा/भा: [860, 810, 919, 824]
- caution-line: Caution: Not to be used on crops other than specified on this label/ leaflet: [19, 1016, 451, 1031]
- section: [932, 621, 1380, 635]
- product-subtitle: [932, 52, 1380, 89]
- address-line: डॉ. बी.आर. अंबेडकर कोनासीमा जिल्ला, आंध्रप्रदेश.: [932, 1050, 1141, 1063]
- waiting-header: છેલ્લા છંટકાવથી લણણી વચ્ચેનો પ્રતિક્ષાગાળો (દિવસમાં): [2197, 146, 2300, 192]
- composition-value: 0.30% भा/भा: [860, 838, 919, 852]
- section-heading: સાવધાની:: [1853, 308, 1897, 322]
- section-heading: સંગ્રહ કરવાની પરિસ્થિતિઓ:-: [1853, 770, 1990, 783]
- composition-value: 0.20% ਭਾ/ਭਾ: [1783, 939, 1841, 953]
- composition-item: [11, 863, 459, 877]
- column-gujarati: [1853, 5, 2301, 1591]
- composition-item: [1393, 968, 1841, 983]
- composition-value: Q.S. %: [424, 977, 459, 991]
- section-text: बुरशीनाशक असलेली पाकिटे अन्य वस्तू साठवण्यासाठी वापरल्या जाणाऱ्या खोल्या किंवा इमारतींपासून दूर स्वतंत्र खोलीत किंवा इमारतीमध्ये साठवावी मुलांच्या आवाक्यापासून दूर, पशुधन, जनावरांचे खाद्य यांपासून दूर अथवा स्वतंत्र कपाटात कुलूपबंद ठेवावी. बुरशीनाशकाच्या साठवणुकीसाठी असलेल्या खोल्या चांगल्या प्रकाशमान, बांधलेल्या, कोरड्या, थंड, हवेशीर आणि पुरेशा आकारमानाच्या असाव्यात जेणेकरून वाफेमुळे दूषण होणार नाही.: [932, 703, 1380, 774]
- composition-value: ०.२०% भार/भार: [1312, 867, 1380, 881]
- composition-item: [1393, 954, 1841, 968]
- section-text: ਮਰੀਜ਼ ਨੂੰ ਖੁੱਲ੍ਹੀ ਹਵਾ ਵਿੱਚ ਲੈ ਜਾਓ ਅਤੇ ਸਰੀਰ ਦੇ ਤਾਪਮਾਨ ਵੱਲ ਧਿਆਨ ਦਿਓ। ਜੇ ਮਰੀਜ਼ ਸਾਹ ਨਹੀਂ ਲੈ ਰਿਹਾ ਜਾਂ ਸਾਹ ਲੈਣ ਵਿੱਚ ਦਿੱਕਤ ਹੋ ਰਹੀ ਹੈ, ਤਾਂ ਬਣਾਉਟੀ ਸਾਹ ਦਿਓ, ਤਰਜੀਹੀ ਤੌਰ 'ਤੇ ਮੂੰਹ ਰਾਹੀਂ ਸਾਹ ਦਿਓ। ਡਾਕਟਰ ਨੂੰ ਬੁਲਾਓ।: [1393, 502, 1841, 545]
